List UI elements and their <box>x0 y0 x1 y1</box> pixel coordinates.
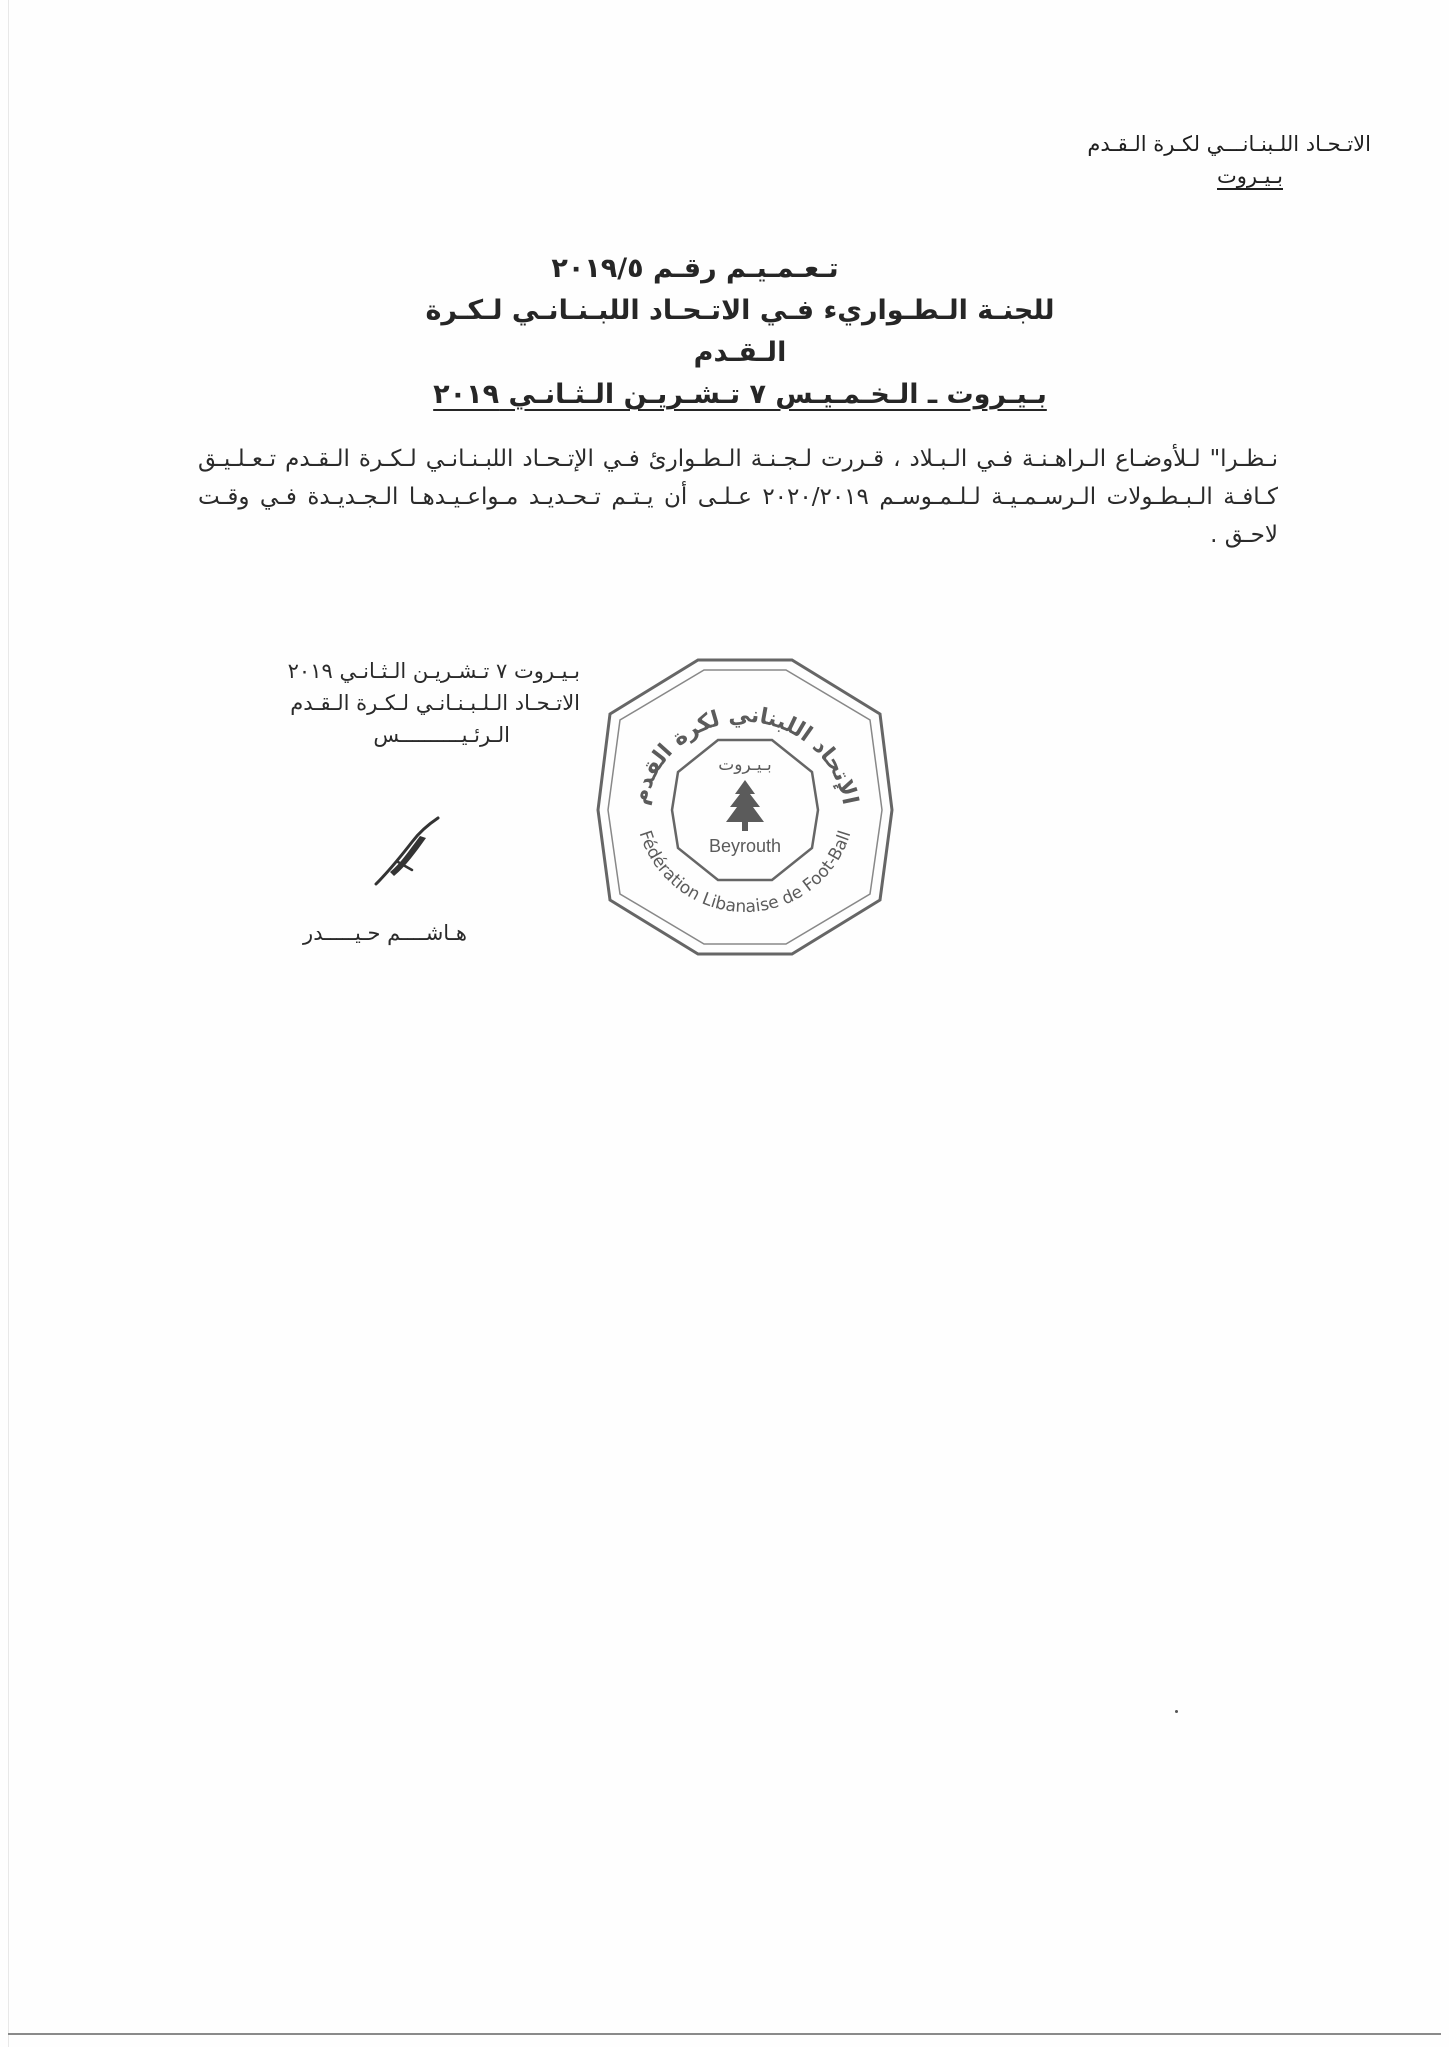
cedar-tree-icon <box>726 780 764 831</box>
circular-date: بـيـروت ـ الـخـمـيـس ٧ تـشـريـن الـثـانـي ٢٠١٩ <box>433 379 1047 410</box>
seal-city-latin: Beyrouth <box>708 836 782 856</box>
federation-seal <box>590 652 900 962</box>
seal-city-arabic: بـيـروت <box>718 755 772 775</box>
circular-body: نـظـرا" لـلأوضـاع الـراهـنـة فـي الـبـلاد ، قـررت لـجـنـة الـطـوارئ فـي الإتـحـاد اللبـنـانـي لـكـرة الـقـدم تـعـلـيـق كـافـة الـبـطـولات الـرسـمـيـة لـلـمـوسـم ٢٠٢٠/٢٠١٩ عـلـى أن يـتـم تـحـديـد مـواعـيـدهـا الـجـديـدة فـي وقـت لاحـق . <box>198 446 1278 548</box>
signature-place-date: بـيـروت ٧ تـشـريـن الـثـانـي ٢٠١٩ <box>287 659 580 683</box>
signer-name: هـاشــــم حـيـــــدر <box>303 921 467 945</box>
letterhead <box>951 128 1371 192</box>
circular-committee: للجنـة الـطـواريء فـي الاتـحـاد اللبـنـانـي لـكـرة الـقـدم <box>425 295 1055 368</box>
scan-edge-bottom <box>8 2033 1441 2035</box>
letterhead-organization: الاتـحـاد اللـبنـانـــي لكـرة الـقـدم <box>1087 132 1371 156</box>
circular-title <box>390 248 1090 416</box>
circular-number: تـعـمـيـم رقـم ٢٠١٩/٥ <box>551 253 839 284</box>
letterhead-city: بـيـروت <box>1217 164 1283 188</box>
scan-edge-left <box>8 0 9 2047</box>
seal-arabic-name: الإتحاد اللبناني لكرة القدم <box>627 702 863 807</box>
signature-role: الـرئـيــــــــــس <box>373 723 510 747</box>
scan-speck <box>1175 1710 1178 1713</box>
handwritten-signature <box>368 812 448 892</box>
signature-block <box>200 655 580 751</box>
signature-organization: الاتـحـاد الـلـبـنـانـي لـكـرة الـقـدم <box>290 691 580 715</box>
seal-french-name: Fédération Libanaise de Foot-Ball <box>634 828 856 918</box>
